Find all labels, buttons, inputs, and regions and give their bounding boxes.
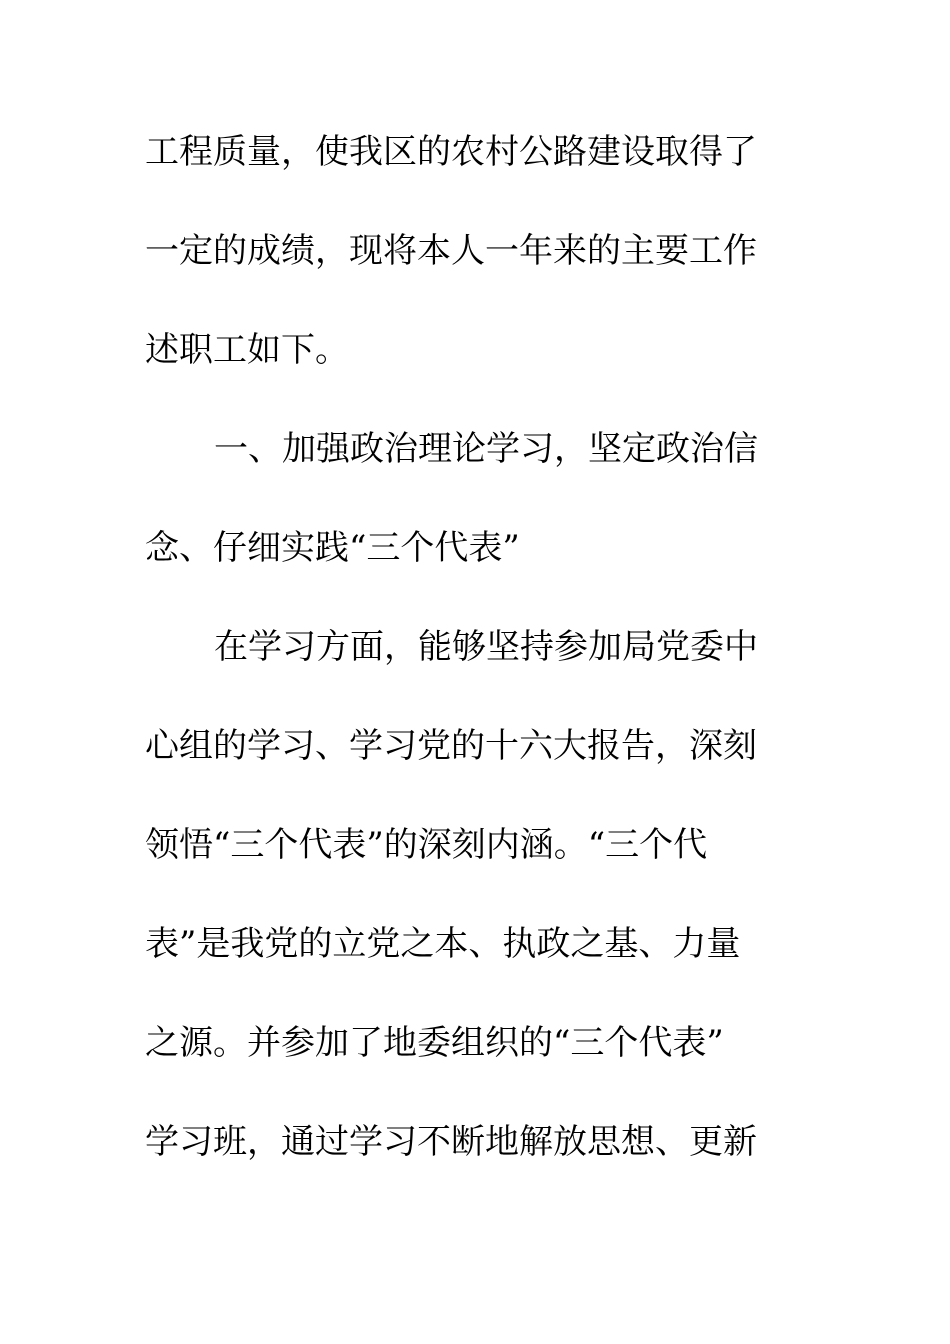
paragraph-line-9: 学习班，通过学习不断地解放思想、更新 bbox=[145, 1122, 757, 1162]
paragraph-line-7: 表”是我党的立党之本、执政之基、力量 bbox=[145, 924, 741, 964]
document-body bbox=[145, 127, 785, 1216]
paragraph-line-8: 之源。并参加了地委组织的“三个代表” bbox=[145, 1023, 724, 1063]
paragraph-line-4: 在学习方面，能够坚持参加局党委中 bbox=[214, 627, 758, 667]
paragraph-line-3: 述职工如下。 bbox=[145, 330, 349, 370]
paragraph-line-6: 领悟“三个代表”的深刻内涵。“三个代 bbox=[145, 825, 708, 865]
section-heading-line-2: 念、仔细实践“三个代表” bbox=[145, 528, 520, 568]
paragraph-line-1: 工程质量，使我区的农村公路建设取得了 bbox=[145, 132, 757, 172]
section-heading-line-1: 一、加强政治理论学习，坚定政治信 bbox=[214, 429, 758, 469]
paragraph-line-2: 一定的成绩，现将本人一年来的主要工作 bbox=[145, 231, 757, 271]
paragraph-line-5: 心组的学习、学习党的十六大报告，深刻 bbox=[145, 726, 757, 766]
